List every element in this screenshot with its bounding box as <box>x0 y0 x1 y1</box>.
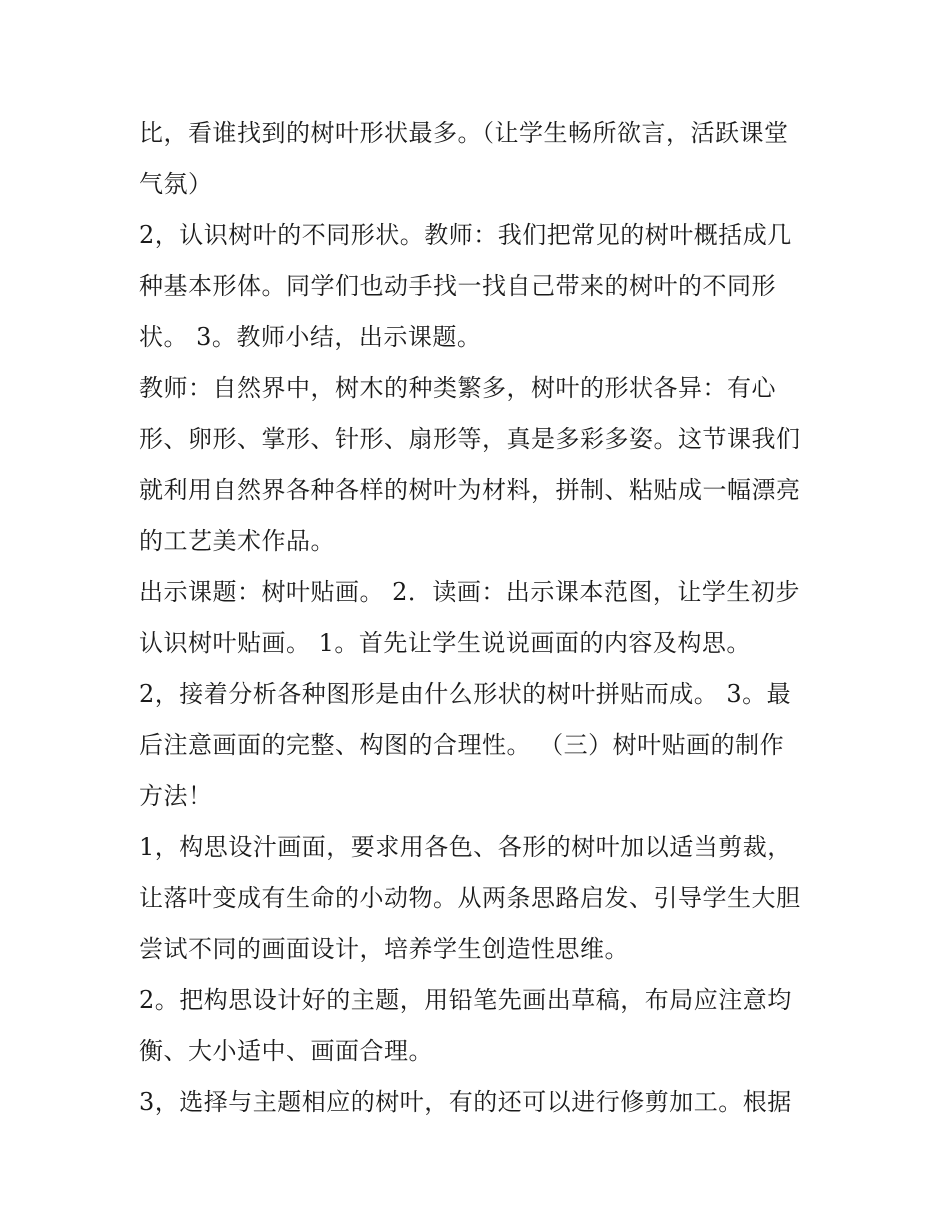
text-line: 2。把构思设计好的主题，用铅笔先画出草稿，布局应注意均 <box>139 986 792 1014</box>
text-line: 1，构思设汁画面，要求用各色、各形的树叶加以适当剪裁， <box>139 833 792 861</box>
text-line: 衡、大小适中、画面合理。 <box>139 1037 433 1065</box>
text-line: 教师：自然界中，树木的种类繁多，树叶的形状各异：有心 <box>139 374 776 402</box>
text-line: 状。 3。教师小结，出示课题。 <box>139 323 482 351</box>
text-line: 认识树叶贴画。 1。首先让学生说说画面的内容及构思。 <box>139 629 751 657</box>
text-line: 的工艺美术作品。 <box>139 527 335 555</box>
text-line: 就利用自然界各种各样的树叶为材料，拼制、粘贴成一幅漂亮 <box>139 476 801 504</box>
text-line: 尝试不同的画面设计，培养学生创造性思维。 <box>139 935 629 963</box>
text-line: 让落叶变成有生命的小动物。从两条思路启发、引导学生大胆 <box>139 884 801 912</box>
text-line: 3，选择与主题相应的树叶，有的还可以进行修剪加工。根据 <box>139 1088 792 1116</box>
document-body <box>139 108 819 1128</box>
text-line: 比，看谁找到的树叶形状最多。（让学生畅所欲言，活跃课堂 <box>139 119 789 147</box>
text-line: 气氛） <box>139 170 213 198</box>
text-line: 方法！ <box>139 782 213 810</box>
text-line: 2，认识树叶的不同形状。教师：我们把常见的树叶概括成几 <box>139 221 792 249</box>
text-line: 形、卵形、掌形、针形、扇形等，真是多彩多姿。这节课我们 <box>139 425 801 453</box>
text-line: 后注意画面的完整、构图的合理性。 （三）树叶贴画的制作 <box>139 731 785 759</box>
text-line: 2，接着分析各种图形是由什么形状的树叶拼贴而成。 3。最 <box>139 680 792 708</box>
text-line: 种基本形体。同学们也动手找一找自己带来的树叶的不同形 <box>139 272 776 300</box>
text-line: 出示课题：树叶贴画。 2．读画：出示课本范图，让学生初步 <box>139 578 800 606</box>
